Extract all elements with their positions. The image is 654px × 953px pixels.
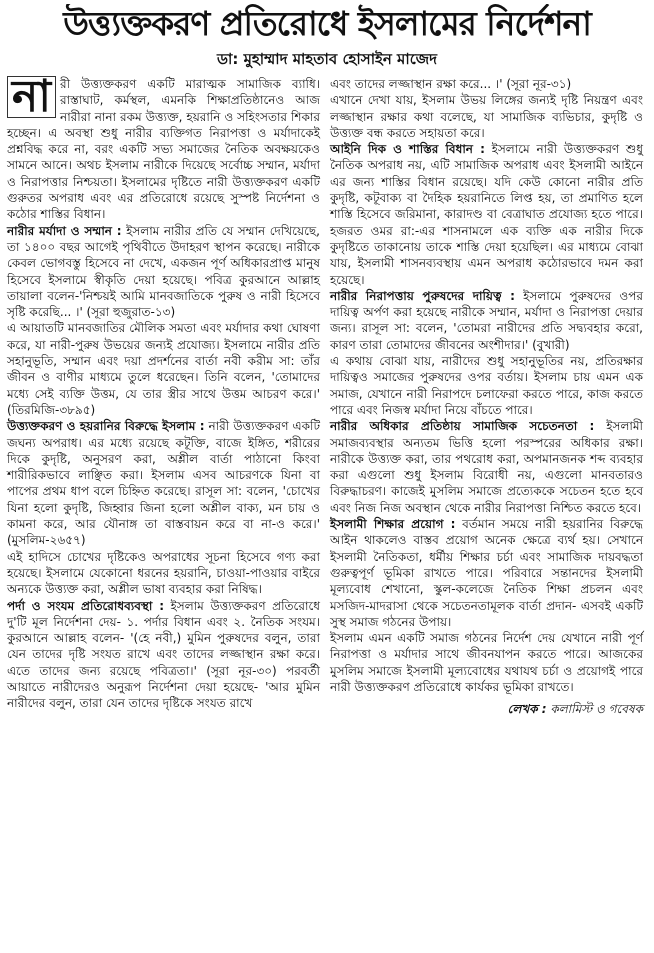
column-left (7, 71, 320, 712)
section-heading: পর্দা ও সংযম প্রতিরোধব্যবস্থা : (7, 598, 165, 613)
section-heading: ইসলামী শিক্ষার প্রয়োগ : (330, 517, 456, 532)
section-text: নারী উত্ত্যক্তকরণ একটি জঘন্য অপরাধ। এর মধ্যে রয়েছে কটূক্তি, বাজে ইঙ্গিত, শরীরের দিকে কুদৃষ্টি, অনুসরণ করা, অশ্লীল বার্তা পাঠানো কিংবা শারীরিকভাবে লাঞ্ছিত করা। ইসলাম এসব আচরণকে যিনা বা পাপের প্রথম ধাপ বলে চিহ্নিত করেছে। রাসূল সা: বলেন, 'চোখের যিনা হলো কুদৃষ্টি, জিহ্বার জিনা হলো অশ্লীল বাক্য, মন চায় ও কামনা করে, আর যৌনাঙ্গ তা বাস্তবায়ন করে বা না-ও করে।' (মুসলিম-২৬৫৭) (7, 419, 320, 548)
article-author: ডা: মুহাম্মাদ মাহতাব হোসাইন মাজেদ (216, 50, 438, 68)
section-awareness (330, 418, 643, 516)
section-heading: উত্ত্যক্তকরণ ও হয়রানির বিরুদ্ধে ইসলাম : (7, 419, 205, 434)
intro-paragraph (7, 71, 320, 223)
writer-role: কলামিস্ট ও গবেষক (550, 702, 643, 717)
section-purdah (7, 598, 320, 712)
paragraph: এ কথায় বোঝা যায়, নারীদের শুধু সহানুভূতির নয়, প্রতিরক্ষার দায়িত্বও সমাজের পুরুষদের ওপর বর্তায়। ইসলাম চায় এমন এক সমাজ, যেখানে নারী নিরাপদে চলাফেরা করতে পারে, কাজ করতে পারে এবং নিজস্ব মর্যাদা নিয়ে বাঁচতে পারে। (330, 354, 643, 417)
article-body (7, 71, 647, 718)
writer-credit (330, 701, 643, 717)
drop-cap: না (7, 76, 56, 118)
paragraph: এ আয়াতটি মানবজাতির মৌলিক সমতা এবং মর্যাদার কথা ঘোষণা করে, যা নারী-পুরুষ উভয়ের জন্যই প্রযোজ্য। ইসলামে নারীর প্রতি সহানুভূতি, সম্মান এবং দয়া প্রদর্শনের বার্তা নবী করীম সা: তাঁর জীবন ও বাণীর মাধ্যমে তুলে ধরেছেন। তিনি বলেন, 'তোমাদের মধ্যে সেই ব্যক্তি উত্তম, যে তার স্ত্রীর সাথে উত্তম আচরণ করে।' (তিরমিজি-৩৮৯৫) (7, 321, 320, 417)
section-text: ইসলামে নারী উত্ত্যক্তকরণ শুধু নৈতিক অপরাধ নয়, এটি সামাজিক অপরাধ এবং ইসলামী আইনে এর জন্য শাস্তির বিধান রয়েছে। যদি কেউ কোনো নারীর প্রতি কুদৃষ্টি, কটূবাক্য বা দৈহিক হয়রানিতে লিপ্ত হয়, তা প্রমাণিত হলে শাস্তি হিসেবে জরিমানা, কারাদণ্ড বা বেত্রাঘাত প্রযোজ্য হতে পারে। হজরত ওমর রা:-এর শাসনামলে এক ব্যক্তি এক নারীর দিকে কুদৃষ্টিতে তাকানোয় তাকে শাস্তি দেয়া হয়েছিল। এর মাধ্যমে বোঝা যায়, ইসলামী শাসনব্যবস্থায় এমন অপরাধ কঠোরভাবে দমন করা হয়েছে। (330, 142, 643, 287)
section-heading: নারীর অধিকার প্রতিষ্ঠায় সামাজিক সচেতনতা : (330, 419, 595, 434)
column-right (330, 76, 643, 718)
section-harassment (7, 418, 320, 548)
closing-paragraph: ইসলাম এমন একটি সমাজ গঠনের নির্দেশ দেয় যেখানে নারী পূর্ণ নিরাপত্তা ও মর্যাদার সাথে জীবনযাপন করতে পারে। আজকের মুসলিম সমাজে ইসলামী মূল্যবোধের যথাযথ চর্চা ও প্রয়োগই পারে নারী উত্ত্যক্তকরণ প্রতিরোধে কার্যকর ভূমিকা রাখতে। (330, 631, 643, 694)
section-text: ইসলামে পুরুষদের ওপর দায়িত্ব অর্পণ করা হয়েছে নারীকে সম্মান, মর্যাদা ও নিরাপত্তা দেয়ার জন্য। রাসূল সা: বলেন, 'তোমরা নারীদের প্রতি সদ্ব্যবহার করো, কারণ তারা তোমাদের জীবনের অংশীদার।' (বুখারী) (330, 288, 643, 352)
section-text: বর্তমান সময়ে নারী হয়রানির বিরুদ্ধে আইন থাকলেও বাস্তব প্রয়োগ অনেক ক্ষেত্রে ব্যর্থ হয়। সেখানে ইসলামী নৈতিকতা, ধর্মীয় শিক্ষার চর্চা এবং সামাজিক দায়বদ্ধতা গুরুত্বপূর্ণ ভূমিকা রাখতে পারে। পরিবারে সন্তানদের ইসলামী মূল্যবোধ শেখানো, স্কুল-কলেজে নৈতিক শিক্ষা প্রচলন এবং মসজিদ-মাদরাসা থেকে সচেতনতামূলক বার্তা প্রদান- এসবই একটি সুস্থ সমাজ গঠনের উপায়। (330, 517, 643, 629)
intro-text: রী উত্ত্যক্তকরণ একটি মারাত্মক সামাজিক ব্যাধি। রাস্তাঘাট, কর্মস্থল, এমনকি শিক্ষাপ্রতিষ্ঠানেও আজ নারীরা নানা রকম উত্ত্যক্ত, হয়রানি ও সহিংসতার শিকার হচ্ছেন। এ অবস্থা শুধু নারীর ব্যক্তিগত নিরাপত্তা ও মর্যাদাকেই প্রশ্নবিদ্ধ করে না, বরং একটি সভ্য সমাজের নৈতিক অবক্ষয়কেও সামনে আনে। অথচ ইসলাম নারীকে দিয়েছে সর্বোচ্চ সম্মান, মর্যাদা ও নিরাপত্তার নিশ্চয়তা। ইসলামের দৃষ্টিতে নারী উত্ত্যক্তকরণ একটি গুরুতর অপরাধ এবং এর প্রতিরোধে রয়েছে সুস্পষ্ট নির্দেশনা ও কঠোর শাস্তির বিধান। (7, 77, 320, 222)
paragraph: এবং তাদের লজ্জাস্থান রক্ষা করে... ।' (সূরা নূর-৩১) (330, 77, 572, 91)
article-title: উত্ত্যক্তকরণ প্রতিরোধে ইসলামের নির্দেশনা (63, 4, 591, 43)
writer-label: লেখক : (507, 702, 547, 717)
section-text: ইসলাম নারীর প্রতি যে সম্মান দেখিয়েছে, তা ১৪০০ বছর আগেই পৃথিবীতে উদাহরণ স্থাপন করেছে। নারীকে কেবল ভোগবস্তু হিসেবে না দেখে, একজন পূর্ণ অধিকারপ্রাপ্ত মানুষ হিসেবে ইসলামে স্বীকৃতি দেয়া হয়েছে। পবিত্র কুরআনে আল্লাহ তায়ালা বলেন-'নিশ্চয়ই আমি মানবজাতিকে পুরুষ ও নারী হিসেবে সৃষ্টি করেছি... ।' (সূরা হুজুরাত-১৩) (7, 223, 320, 320)
section-text: ইসলামী সমাজব্যবস্থার অন্যতম ভিত্তি হলো পরস্পরের অধিকার রক্ষা। নারীকে উত্ত্যক্ত করা, তার পথরোধ করা, অপমানজনক শব্দ ব্যবহার করা এগুলো শুধু ইসলাম বিরোধী নয়, এগুলো মানবতারও বিরুদ্ধাচরণ। কাজেই মুসলিম সমাজে প্রত্যেককে সচেতন হতে হবে এবং নিজ নিজ অবস্থান থেকে নারীর নিরাপত্তা নিশ্চিত করতে হবে। (330, 419, 643, 515)
section-heading: নারীর নিরাপত্তায় পুরুষদের দায়িত্ব : (330, 288, 515, 303)
section-text: ইসলাম উত্ত্যক্তকরণ প্রতিরোধে দু'টি মূল নির্দেশনা দেয়- ১. পর্দার বিধান এবং ২. নৈতিক সংযম। কুরআনে আল্লাহ বলেন- '(হে নবী,) মুমিন পুরুষদের বলুন, তারা যেন তাদের দৃষ্টি সংযত রাখে এবং তাদের লজ্জাস্থান রক্ষা করে। এতে তাদের জন্য রয়েছে পবিত্রতা।' (সূরা নূর-৩০) পরবর্তী আয়াতে নারীদেরও অনুরূপ নির্দেশনা দেয়া হয়েছে- 'আর মুমিন নারীদের বলুন, তারা যেন তাদের দৃষ্টিকে সংযত রাখে (7, 598, 320, 711)
section-men-duty (330, 288, 643, 353)
section-heading: আইনি দিক ও শাস্তির বিধান : (330, 142, 485, 157)
section-education (330, 516, 643, 630)
section-dignity (7, 223, 320, 321)
paragraph: এই হাদিসে চোখের দৃষ্টিকেও অপরাধের সূচনা হিসেবে গণ্য করা হয়েছে। ইসলামে যেকোনো ধরনের হয়রানি, চাওয়া-পাওয়ার বাইরে অন্যকে উত্ত্যক্ত করা, অশ্লীল ভাষা ব্যবহার করা নিষিদ্ধ। (7, 549, 320, 597)
paragraph: এখানে দেখা যায়, ইসলাম উভয় লিঙ্গের জন্যই দৃষ্টি নিয়ন্ত্রণ এবং লজ্জাস্থান রক্ষার কথা বলেছে, যা সামাজিক ব্যভিচার, কুদৃষ্টি ও উত্ত্যক্ত বন্ধ করতে সহায়তা করে। (330, 93, 643, 140)
section-heading: নারীর মর্যাদা ও সম্মান : (7, 223, 122, 238)
section-legal (330, 141, 643, 288)
